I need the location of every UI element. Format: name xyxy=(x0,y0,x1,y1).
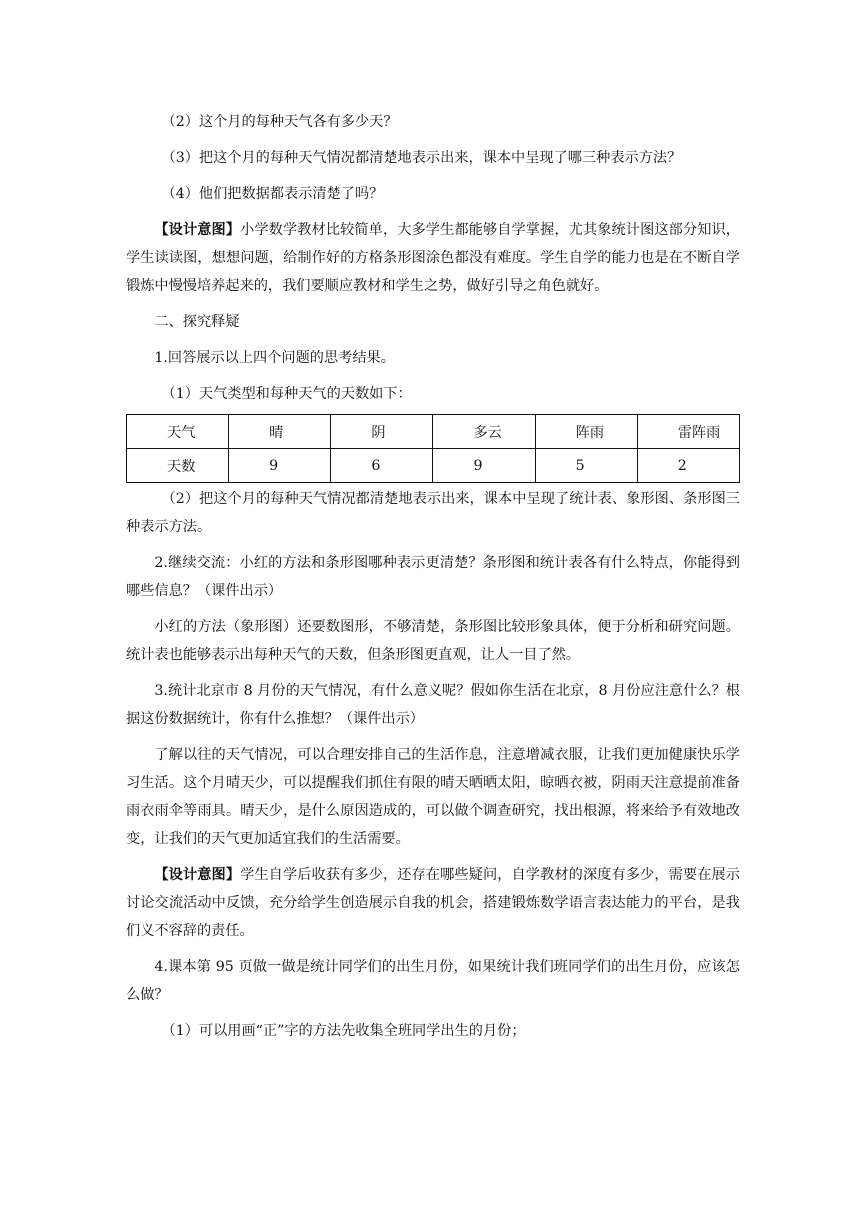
design-intent-label: 【设计意图】 xyxy=(154,867,241,883)
design-intent-1 xyxy=(126,216,740,300)
table-cell: 阵雨 xyxy=(535,415,637,449)
table-cell: 9 xyxy=(433,449,535,483)
question-3: （3）把这个月的每种天气情况都清楚地表示出来，课本中呈现了哪三种表示方法？ xyxy=(161,150,682,166)
item-3: 3.统计北京市 8 月份的天气情况，有什么意义呢？假如你生活在北京，8 月份应注意什么？根据这份数据统计，你有什么推想？（课件出示） xyxy=(126,683,740,727)
table-cell: 天气 xyxy=(127,415,229,449)
design-intent-2 xyxy=(126,861,740,945)
table-cell: 阴 xyxy=(331,415,433,449)
table-cell: 雷阵雨 xyxy=(637,415,739,449)
weather-table xyxy=(126,414,740,483)
table-cell: 9 xyxy=(229,449,331,483)
table-row xyxy=(127,415,740,449)
table-cell: 2 xyxy=(637,449,739,483)
item-2-answer: 小红的方法（象形图）还要数图形，不够清楚，条形图比较形象具体，便于分析和研究问题。统计表也能够表示出每种天气的天数，但条形图更直观，让人一目了然。 xyxy=(126,619,740,663)
item-4-sub-1: （1）可以用画“正”字的方法先收集全班同学出生的月份； xyxy=(161,1023,526,1039)
item-2: 2.继续交流：小红的方法和条形图哪种表示更清楚？条形图和统计表各有什么特点，你能得到哪些信息？（课件出示） xyxy=(126,555,740,599)
design-intent-text: 小学数学教材比较简单，大多学生都能够自学掌握，尤其象统计图这部分知识，学生读读图，想想问题，给制作好的方格条形图涂色都没有难度。学生自学的能力也是在不断自学锻炼中慢慢培养起来的，我们要顺应教材和学生之势，做好引导之角色就好。 xyxy=(126,222,740,294)
item-1-sub-1: （1）天气类型和每种天气的天数如下： xyxy=(161,386,412,402)
table-row xyxy=(127,449,740,483)
table-cell: 多云 xyxy=(433,415,535,449)
question-4: （4）他们把数据都表示清楚了吗？ xyxy=(161,186,384,202)
table-cell: 6 xyxy=(331,449,433,483)
item-4: 4.课本第 95 页做一做是统计同学们的出生月份，如果统计我们班同学们的出生月份，应该怎么做？ xyxy=(126,959,740,1003)
item-1: 1.回答展示以上四个问题的思考结果。 xyxy=(154,350,395,366)
item-3-answer: 了解以往的天气情况，可以合理安排自己的生活作息，注意增减衣服，让我们更加健康快乐学习生活。这个月晴天少，可以提醒我们抓住有限的晴天晒晒太阳，晾晒衣被，阴雨天注意提前准备雨衣雨伞等雨具。晴天少，是什么原因造成的，可以做个调查研究，找出根源，将来给予有效地改变，让我们的天气更加适宜我们的生活需要。 xyxy=(126,747,740,847)
design-intent-label: 【设计意图】 xyxy=(154,222,241,238)
table-cell: 天数 xyxy=(127,449,229,483)
item-1-sub-2: （2）把这个月的每种天气情况都清楚地表示出来，课本中呈现了统计表、象形图、条形图三种表示方法。 xyxy=(126,491,740,535)
table-cell: 5 xyxy=(535,449,637,483)
design-intent-text: 学生自学后收获有多少，还存在哪些疑问，自学教材的深度有多少，需要在展示讨论交流活动中反馈，充分给学生创造展示自我的机会，搭建锻炼数学语言表达能力的平台，是我们义不容辞的责任。 xyxy=(126,867,740,939)
document-content xyxy=(126,108,740,1053)
question-2: （2）这个月的每种天气各有多少天？ xyxy=(161,114,398,130)
table-cell: 晴 xyxy=(229,415,331,449)
section-heading: 二、探究释疑 xyxy=(154,314,240,330)
